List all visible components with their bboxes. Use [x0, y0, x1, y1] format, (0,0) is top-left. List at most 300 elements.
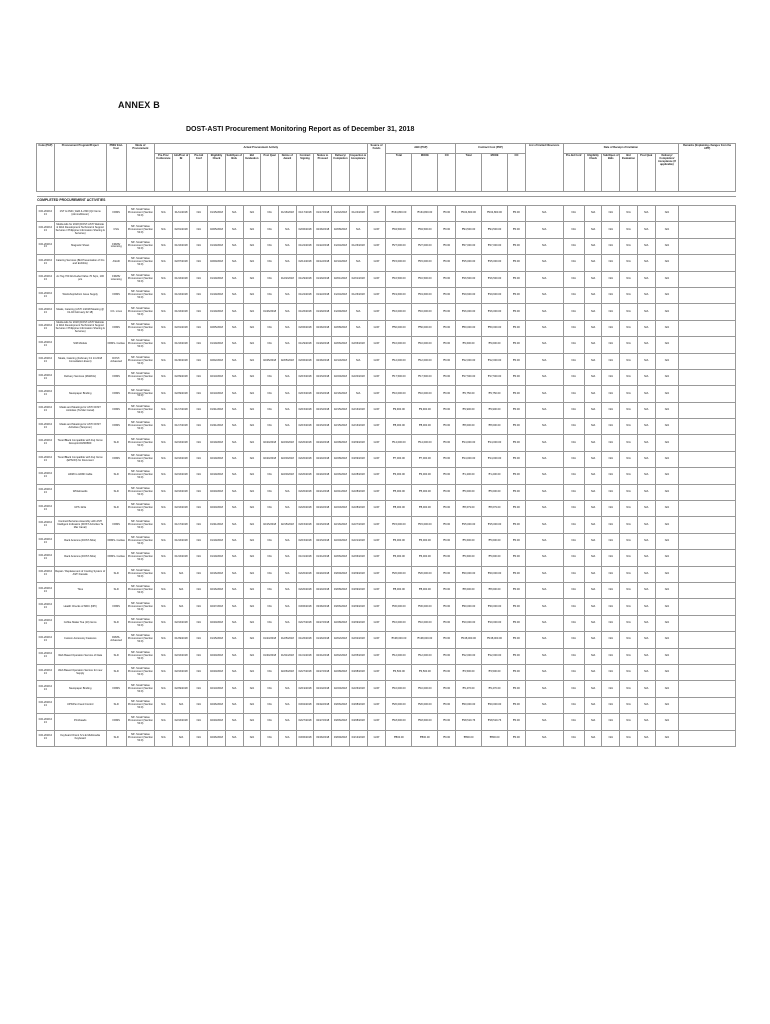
cell-contract-total: ₱20,000.00: [456, 697, 482, 713]
cell-mode: NP- Small Value Procurement (Section 53.9): [126, 468, 154, 484]
cell-activity-date: N/A: [190, 550, 208, 566]
cell-receipt-date: N/A: [584, 681, 602, 697]
cell-activity-date: N/A: [243, 648, 261, 664]
cell-activity-date: 01/16/2018: [172, 337, 190, 353]
cell-contract-mooe: ₱8,679.00: [482, 501, 508, 517]
cell-activity-date: N/A: [261, 501, 279, 517]
cell-activity-date: N/A: [225, 287, 243, 303]
cell-abc-mooe: ₱164,800.00: [412, 206, 438, 222]
cell-receipt-date: N/A: [584, 599, 602, 615]
cell-activity-date: 01/16/2018: [278, 206, 296, 222]
cell-abc-co: ₱0.00: [438, 386, 456, 402]
cell-activity-date: N/A: [349, 386, 367, 402]
table-row: [37, 566, 736, 582]
cell-receipt-date: N/A: [563, 681, 584, 697]
cell-activity-date: N/A: [225, 566, 243, 582]
cell-mode: NP- Small Value Procurement (Section 53.9): [126, 664, 154, 680]
cell-activity-date: N/A: [155, 697, 173, 713]
cell-receipt-date: N/A: [620, 287, 638, 303]
cell-code: ICD-2018-0 13: [37, 271, 55, 287]
cell-activity-date: 01/31/2018: [208, 402, 226, 418]
cell-source: GOP: [367, 632, 386, 648]
cell-abc-mooe: ₱15,000.00: [412, 255, 438, 271]
cell-remarks: [679, 599, 736, 615]
cell-receipt-date: N/A: [584, 320, 602, 336]
cell-activity-date: 01/11/2018: [172, 206, 190, 222]
col-program: Procurement Program/Project: [54, 144, 106, 192]
cell-mode: NP- Small Value Procurement (Section 53.9): [126, 386, 154, 402]
cell-receipt-date: N/A: [602, 255, 620, 271]
cell-receipt-date: N/A: [620, 648, 638, 664]
cell-abc-mooe: ₱10,000.00: [412, 615, 438, 631]
cell-source: GOP: [367, 304, 386, 320]
cell-activity-date: N/A: [261, 681, 279, 697]
cell-source: GOP: [367, 402, 386, 418]
cell-invited: N/A: [525, 222, 563, 238]
cell-activity-date: N/A: [243, 599, 261, 615]
cell-contract-co: ₱0.00: [508, 566, 526, 582]
cell-activity-date: 02/16/2018: [172, 664, 190, 680]
cell-receipt-date: N/A: [620, 697, 638, 713]
cell-receipt-date: N/A: [620, 501, 638, 517]
col-activity: Sub/Open of Bids: [225, 154, 243, 192]
cell-activity-date: N/A: [155, 353, 173, 369]
cell-invited: N/A: [525, 353, 563, 369]
cell-remarks: [679, 304, 736, 320]
cell-remarks: [679, 222, 736, 238]
cell-contract-mooe: ₱94,500.00: [482, 222, 508, 238]
cell-contract-total: ₱14,000.00: [456, 435, 482, 451]
cell-abc-mooe: ₱138,000.00: [412, 632, 438, 648]
cell-activity-date: 03/02/2018: [314, 697, 332, 713]
cell-abc-total: ₱5,000.00: [386, 484, 412, 500]
cell-pmo: FRMS: [106, 714, 126, 730]
cell-receipt-date: N/A: [637, 484, 655, 500]
cell-abc-total: ₱164,800.00: [386, 206, 412, 222]
cell-contract-mooe: ₱12,000.00: [482, 648, 508, 664]
cell-receipt-date: N/A: [563, 402, 584, 418]
cell-abc-co: ₱0.00: [438, 468, 456, 484]
cell-mode: NP- Small Value Procurement (Section 53.9): [126, 484, 154, 500]
cell-receipt-date: N/A: [655, 681, 679, 697]
cell-abc-mooe: ₱16,500.00: [412, 271, 438, 287]
cell-remarks: [679, 337, 736, 353]
cell-activity-date: N/A: [278, 681, 296, 697]
cell-code: ICD-2018-0 13: [37, 533, 55, 549]
cell-activity-date: N/A: [261, 287, 279, 303]
cell-activity-date: 01/26/2018: [296, 304, 314, 320]
cell-receipt-date: N/A: [655, 287, 679, 303]
cell-activity-date: 02/20/2018: [208, 714, 226, 730]
cell-receipt-date: N/A: [637, 222, 655, 238]
cell-activity-date: 02/06/2018: [349, 550, 367, 566]
cell-activity-date: N/A: [155, 304, 173, 320]
cell-abc-total: ₱6,000.00: [386, 533, 412, 549]
annex-title: ANNEX B: [118, 100, 160, 110]
cell-code: ICD-2018-0 13: [37, 435, 55, 451]
cell-receipt-date: N/A: [602, 632, 620, 648]
cell-contract-mooe: ₱17,500.00: [482, 369, 508, 385]
cell-contract-co: ₱0.00: [508, 517, 526, 533]
cell-receipt-date: N/A: [584, 730, 602, 746]
cell-receipt-date: N/A: [620, 582, 638, 598]
cell-receipt-date: N/A: [655, 599, 679, 615]
cell-remarks: [679, 533, 736, 549]
cell-contract-mooe: ₱5,600.00: [482, 533, 508, 549]
cell-abc-total: ₱12,000.00: [386, 648, 412, 664]
table-row: [37, 484, 736, 500]
cell-activity-date: N/A: [261, 222, 279, 238]
cell-pmo: SLD: [106, 664, 126, 680]
cell-invited: N/A: [525, 714, 563, 730]
cell-activity-date: N/A: [225, 533, 243, 549]
cell-program: Catering Services (Bid Presentation of ICs and Exhibits): [54, 255, 106, 271]
cell-activity-date: 02/15/2018: [278, 517, 296, 533]
table-row: [37, 664, 736, 680]
cell-abc-total: ₱94,500.00: [386, 222, 412, 238]
table-row: [37, 468, 736, 484]
cell-source: GOP: [367, 369, 386, 385]
cell-receipt-date: N/A: [637, 369, 655, 385]
cell-receipt-date: N/A: [620, 517, 638, 533]
cell-remarks: [679, 681, 736, 697]
cell-receipt-date: N/A: [620, 206, 638, 222]
cell-receipt-date: N/A: [584, 517, 602, 533]
cell-contract-mooe: ₱50,000.00: [482, 320, 508, 336]
cell-activity-date: 02/02/2018: [332, 648, 350, 664]
col-activity: Eligibility Check: [208, 154, 226, 192]
cell-mode: NP- Small Value Procurement (Section 53.9): [126, 681, 154, 697]
cell-invited: N/A: [525, 337, 563, 353]
table-row: [37, 337, 736, 353]
cell-receipt-date: N/A: [620, 419, 638, 435]
cell-contract-co: ₱0.00: [508, 501, 526, 517]
cell-activity-date: 02/08/2018: [332, 320, 350, 336]
cell-abc-mooe: ₱5,000.00: [412, 484, 438, 500]
cell-receipt-date: N/A: [655, 419, 679, 435]
cell-mode: NP- Small Value Procurement (Section 53.9): [126, 550, 154, 566]
cell-abc-co: ₱0.00: [438, 681, 456, 697]
cell-source: GOP: [367, 386, 386, 402]
cell-receipt-date: N/A: [563, 353, 584, 369]
cell-activity-date: N/A: [278, 255, 296, 271]
cell-remarks: [679, 550, 736, 566]
cell-mode: NP- Small Value Procurement (Section 53.9): [126, 320, 154, 336]
cell-invited: N/A: [525, 435, 563, 451]
cell-activity-date: N/A: [261, 206, 279, 222]
cell-activity-date: 02/20/2018: [208, 615, 226, 631]
cell-mode: NP- Small Value Procurement (Section 53.9): [126, 271, 154, 287]
cell-contract-total: ₱8,679.00: [456, 501, 482, 517]
cell-activity-date: N/A: [243, 419, 261, 435]
cell-activity-date: N/A: [190, 533, 208, 549]
cell-contract-co: ₱0.00: [508, 304, 526, 320]
cell-receipt-date: N/A: [637, 714, 655, 730]
header-row-groups: [37, 144, 736, 154]
cell-activity-date: N/A: [278, 337, 296, 353]
cell-code: ICD-2018-0 13: [37, 353, 55, 369]
cell-code: ICD-2018-0 13: [37, 697, 55, 713]
cell-contract-mooe: ₱20,000.00: [482, 697, 508, 713]
table-row: [37, 599, 736, 615]
cell-abc-mooe: ₱10,000.00: [412, 386, 438, 402]
cell-code: ICD-2018-0 13: [37, 632, 55, 648]
cell-activity-date: 01/19/2018: [208, 238, 226, 254]
table-row: [37, 697, 736, 713]
cell-mode: NP- Small Value Procurement (Section 53.9): [126, 222, 154, 238]
cell-abc-mooe: ₱18,600.00: [412, 714, 438, 730]
cell-contract-mooe: ₱10,000.00: [482, 615, 508, 631]
cell-invited: N/A: [525, 501, 563, 517]
cell-contract-mooe: ₱15,000.00: [482, 517, 508, 533]
table-row: [37, 550, 736, 566]
col-receipt: Sub/Open of Bids: [602, 154, 620, 192]
cell-activity-date: 03/08/2018: [349, 664, 367, 680]
col-contract-mooe: MOOE: [482, 154, 508, 192]
cell-receipt-date: N/A: [584, 648, 602, 664]
cell-contract-mooe: ₱14,000.00: [482, 435, 508, 451]
cell-mode: NP- Small Value Procurement (Section 53.9): [126, 615, 154, 631]
cell-activity-date: N/A: [155, 664, 173, 680]
cell-activity-date: N/A: [278, 402, 296, 418]
cell-activity-date: N/A: [278, 550, 296, 566]
cell-activity-date: 01/09/2018: [172, 632, 190, 648]
cell-abc-co: ₱0.00: [438, 550, 456, 566]
cell-activity-date: N/A: [261, 615, 279, 631]
cell-program: Web Based Operation Service for new Supply: [54, 664, 106, 680]
cell-activity-date: 02/27/2018: [296, 714, 314, 730]
cell-abc-total: ₱27,000.00: [386, 238, 412, 254]
cell-contract-mooe: ₱8,000.00: [482, 582, 508, 598]
cell-activity-date: N/A: [243, 632, 261, 648]
cell-activity-date: N/A: [243, 501, 261, 517]
cell-source: GOP: [367, 501, 386, 517]
cell-remarks: [679, 369, 736, 385]
cell-activity-date: 01/31/2018: [208, 419, 226, 435]
cell-activity-date: 01/24/2018: [349, 206, 367, 222]
cell-activity-date: N/A: [261, 599, 279, 615]
cell-activity-date: N/A: [261, 255, 279, 271]
cell-remarks: [679, 386, 736, 402]
cell-receipt-date: N/A: [655, 664, 679, 680]
cell-contract-total: ₱164,800.00: [456, 206, 482, 222]
cell-activity-date: N/A: [225, 435, 243, 451]
cell-receipt-date: N/A: [602, 271, 620, 287]
cell-contract-co: ₱0.00: [508, 255, 526, 271]
cell-activity-date: N/A: [243, 484, 261, 500]
cell-activity-date: N/A: [243, 681, 261, 697]
cell-receipt-date: N/A: [584, 402, 602, 418]
cell-invited: N/A: [525, 697, 563, 713]
cell-code: ICD-2018-0 13: [37, 599, 55, 615]
cell-abc-total: ₱6,000.00: [386, 550, 412, 566]
cell-receipt-date: N/A: [584, 533, 602, 549]
cell-abc-co: ₱0.00: [438, 566, 456, 582]
cell-remarks: [679, 484, 736, 500]
cell-receipt-date: N/A: [602, 599, 620, 615]
cell-pmo: FRMS/ Licensing: [106, 238, 126, 254]
cell-activity-date: N/A: [225, 501, 243, 517]
cell-remarks: [679, 714, 736, 730]
cell-abc-co: ₱0.00: [438, 337, 456, 353]
cell-activity-date: N/A: [190, 468, 208, 484]
table-row: [37, 435, 736, 451]
cell-remarks: [679, 632, 736, 648]
cell-abc-co: ₱0.00: [438, 533, 456, 549]
cell-contract-mooe: ₱9,900.00: [482, 402, 508, 418]
cell-activity-date: N/A: [243, 320, 261, 336]
cell-activity-date: 02/06/2018: [296, 353, 314, 369]
cell-abc-co: ₱0.00: [438, 582, 456, 598]
cell-pmo: FRMS: [106, 320, 126, 336]
cell-activity-date: 03/09/2018: [349, 566, 367, 582]
cell-activity-date: 02/20/2018: [296, 582, 314, 598]
cell-invited: N/A: [525, 664, 563, 680]
cell-receipt-date: N/A: [602, 648, 620, 664]
cell-receipt-date: N/A: [602, 386, 620, 402]
cell-contract-co: ₱0.00: [508, 320, 526, 336]
cell-activity-date: 02/12/2018: [314, 255, 332, 271]
cell-mode: NP- Small Value Procurement (Section 53.9): [126, 337, 154, 353]
cell-receipt-date: N/A: [620, 451, 638, 467]
cell-abc-co: ₱0.00: [438, 615, 456, 631]
cell-abc-mooe: ₱50,000.00: [412, 320, 438, 336]
cell-contract-total: ₱5,600.00: [456, 550, 482, 566]
cell-contract-mooe: ₱5,600.00: [482, 550, 508, 566]
cell-activity-date: N/A: [190, 353, 208, 369]
cell-receipt-date: N/A: [563, 255, 584, 271]
cell-receipt-date: N/A: [655, 468, 679, 484]
cell-remarks: [679, 287, 736, 303]
col-group-activity: Actual Procurement Activity: [155, 144, 368, 154]
cell-activity-date: 02/21/2018: [349, 533, 367, 549]
cell-pmo: FRMS: [106, 419, 126, 435]
cell-abc-co: ₱0.00: [438, 648, 456, 664]
cell-contract-total: ₱5,000.00: [456, 484, 482, 500]
cell-contract-co: ₱0.00: [508, 664, 526, 680]
cell-invited: N/A: [525, 451, 563, 467]
cell-receipt-date: N/A: [602, 550, 620, 566]
cell-activity-date: 02/15/2018: [296, 517, 314, 533]
cell-contract-total: ₱19,600.00: [456, 287, 482, 303]
table-row: [37, 615, 736, 631]
cell-activity-date: N/A: [190, 386, 208, 402]
cell-activity-date: 02/20/2018: [332, 369, 350, 385]
cell-contract-total: ₱3,500.00: [456, 664, 482, 680]
cell-invited: N/A: [525, 648, 563, 664]
cell-activity-date: 01/22/2018: [296, 287, 314, 303]
cell-program: SIM Module: [54, 337, 106, 353]
cell-receipt-date: N/A: [637, 615, 655, 631]
cell-mode: NP- Small Value Procurement (Section 53.9): [126, 369, 154, 385]
cell-receipt-date: N/A: [620, 255, 638, 271]
cell-receipt-date: N/A: [563, 550, 584, 566]
cell-receipt-date: N/A: [563, 304, 584, 320]
cell-activity-date: 03/09/2018: [332, 730, 350, 746]
cell-program: Meals, Catering (February 13 14 2018 Consultation Event): [54, 353, 106, 369]
cell-code: ICD-2018-0 13: [37, 419, 55, 435]
cell-activity-date: N/A: [243, 517, 261, 533]
cell-abc-co: ₱0.00: [438, 484, 456, 500]
cell-activity-date: 02/15/2018: [314, 517, 332, 533]
table-row: [37, 419, 736, 435]
cell-abc-total: ₱12,000.00: [386, 353, 412, 369]
cell-activity-date: 02/20/2018: [349, 369, 367, 385]
cell-contract-mooe: ₱3,500.00: [482, 664, 508, 680]
cell-program: Printheads: [54, 714, 106, 730]
cell-source: GOP: [367, 451, 386, 467]
cell-receipt-date: N/A: [602, 468, 620, 484]
cell-activity-date: N/A: [261, 238, 279, 254]
cell-activity-date: 02/27/2018: [314, 714, 332, 730]
cell-activity-date: N/A: [243, 271, 261, 287]
cell-receipt-date: N/A: [655, 238, 679, 254]
cell-activity-date: 01/24/2018: [332, 238, 350, 254]
cell-contract-mooe: ₱8,000.00: [482, 419, 508, 435]
cell-abc-mooe: ₱94,500.00: [412, 222, 438, 238]
cell-abc-co: ₱0.00: [438, 369, 456, 385]
cell-contract-co: ₱0.00: [508, 632, 526, 648]
cell-mode: NP- Small Value Procurement (Section 53.9): [126, 435, 154, 451]
cell-remarks: [679, 582, 736, 598]
cell-abc-mooe: ₱9,900.00: [412, 402, 438, 418]
cell-code: ICD-2018-0 13: [37, 550, 55, 566]
cell-activity-date: N/A: [243, 304, 261, 320]
col-receipt: Delivery/ Completion/ Acceptance (If applicable): [655, 154, 679, 192]
cell-activity-date: N/A: [190, 714, 208, 730]
cell-invited: N/A: [525, 599, 563, 615]
cell-activity-date: 02/28/2018: [332, 615, 350, 631]
cell-mode: NP- Small Value Procurement (Section 53.9): [126, 730, 154, 746]
cell-activity-date: 01/19/2018: [208, 337, 226, 353]
cell-activity-date: N/A: [261, 533, 279, 549]
cell-source: GOP: [367, 730, 386, 746]
cell-code: ICD-2018-0 13: [37, 206, 55, 222]
col-activity: Post Qual: [261, 154, 279, 192]
col-mode: Mode of Procurement: [126, 144, 154, 192]
cell-contract-total: ₱15,000.00: [456, 517, 482, 533]
cell-receipt-date: N/A: [637, 255, 655, 271]
cell-contract-total: ₱15,000.00: [456, 255, 482, 271]
cell-receipt-date: N/A: [620, 468, 638, 484]
cell-invited: N/A: [525, 238, 563, 254]
cell-abc-mooe: ₱12,000.00: [412, 648, 438, 664]
cell-source: GOP: [367, 648, 386, 664]
cell-receipt-date: N/A: [602, 566, 620, 582]
cell-activity-date: 02/15/2018: [261, 517, 279, 533]
cell-activity-date: 02/13/2018: [332, 353, 350, 369]
cell-receipt-date: N/A: [584, 697, 602, 713]
cell-receipt-date: N/A: [563, 615, 584, 631]
cell-contract-co: ₱0.00: [508, 337, 526, 353]
cell-activity-date: N/A: [155, 550, 173, 566]
cell-code: ICD-2018-0 13: [37, 255, 55, 271]
col-code: Code (PAP): [37, 144, 55, 192]
cell-mode: NP- Small Value Procurement (Section 53.9): [126, 419, 154, 435]
cell-activity-date: N/A: [225, 402, 243, 418]
cell-abc-mooe: ₱10,000.00: [412, 681, 438, 697]
cell-contract-total: ₱14,000.00: [456, 451, 482, 467]
cell-activity-date: N/A: [155, 468, 173, 484]
cell-receipt-date: N/A: [602, 287, 620, 303]
col-receipt: Eligibility Check: [584, 154, 602, 192]
cell-receipt-date: N/A: [563, 271, 584, 287]
cell-activity-date: 01/16/2018: [172, 287, 190, 303]
cell-activity-date: N/A: [261, 419, 279, 435]
cell-remarks: [679, 320, 736, 336]
cell-receipt-date: N/A: [620, 353, 638, 369]
cell-contract-total: ₱50,000.00: [456, 320, 482, 336]
